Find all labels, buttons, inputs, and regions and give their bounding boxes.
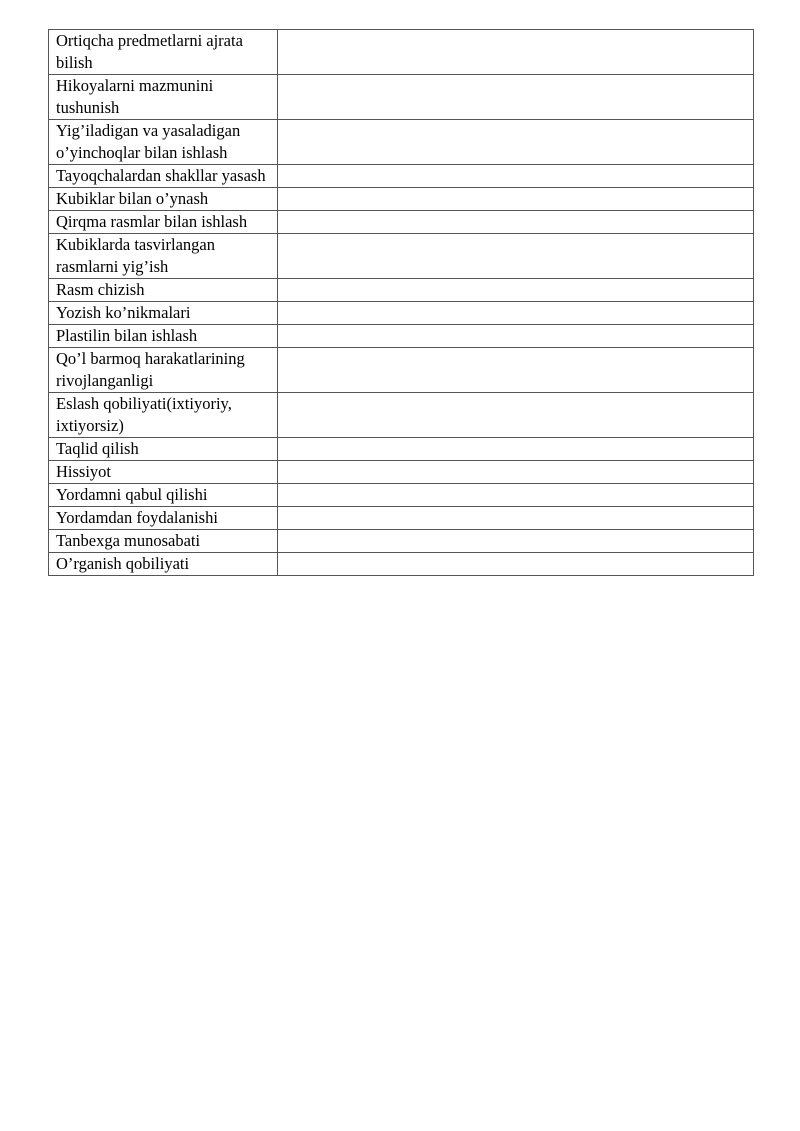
row-value	[278, 461, 754, 484]
row-label: Ortiqcha predmetlarni ajrata bilish	[49, 30, 278, 75]
table-row	[49, 507, 754, 530]
row-label: Qo’l barmoq harakatlarining rivojlanganligi	[49, 348, 278, 393]
table-row	[49, 302, 754, 325]
row-value	[278, 484, 754, 507]
row-value	[278, 553, 754, 576]
row-value	[278, 279, 754, 302]
row-value	[278, 530, 754, 553]
table-row	[49, 165, 754, 188]
row-label: Yordamdan foydalanishi	[49, 507, 278, 530]
row-value	[278, 75, 754, 120]
table-row	[49, 188, 754, 211]
table-row	[49, 393, 754, 438]
row-label: Hissiyot	[49, 461, 278, 484]
row-value	[278, 188, 754, 211]
table-row	[49, 484, 754, 507]
row-value	[278, 120, 754, 165]
row-label: Taqlid qilish	[49, 438, 278, 461]
table-row	[49, 234, 754, 279]
row-label: Tayoqchalardan shakllar yasash	[49, 165, 278, 188]
row-value	[278, 234, 754, 279]
table-row	[49, 348, 754, 393]
row-label: Yozish ko’nikmalari	[49, 302, 278, 325]
table-row	[49, 438, 754, 461]
table-row	[49, 75, 754, 120]
row-value	[278, 302, 754, 325]
row-label: Kubiklar bilan o’ynash	[49, 188, 278, 211]
row-value	[278, 325, 754, 348]
row-label: Qirqma rasmlar bilan ishlash	[49, 211, 278, 234]
row-label: Tanbexga munosabati	[49, 530, 278, 553]
row-label: Eslash qobiliyati(ixtiyoriy, ixtiyorsiz)	[49, 393, 278, 438]
row-value	[278, 438, 754, 461]
assessment-table	[48, 29, 754, 576]
row-value	[278, 393, 754, 438]
table-row	[49, 211, 754, 234]
row-label: Rasm chizish	[49, 279, 278, 302]
row-label: Hikoyalarni mazmunini tushunish	[49, 75, 278, 120]
row-value	[278, 348, 754, 393]
row-value	[278, 30, 754, 75]
row-label: Plastilin bilan ishlash	[49, 325, 278, 348]
row-label: Yordamni qabul qilishi	[49, 484, 278, 507]
row-label: Kubiklarda tasvirlangan rasmlarni yig’ish	[49, 234, 278, 279]
table-row	[49, 325, 754, 348]
table-row	[49, 120, 754, 165]
row-value	[278, 165, 754, 188]
table-row	[49, 553, 754, 576]
table-row	[49, 530, 754, 553]
row-label: Yig’iladigan va yasaladigan o’yinchoqlar bilan ishlash	[49, 120, 278, 165]
table-row	[49, 279, 754, 302]
row-value	[278, 507, 754, 530]
row-value	[278, 211, 754, 234]
table-row	[49, 461, 754, 484]
row-label: O’rganish qobiliyati	[49, 553, 278, 576]
table-row	[49, 30, 754, 75]
